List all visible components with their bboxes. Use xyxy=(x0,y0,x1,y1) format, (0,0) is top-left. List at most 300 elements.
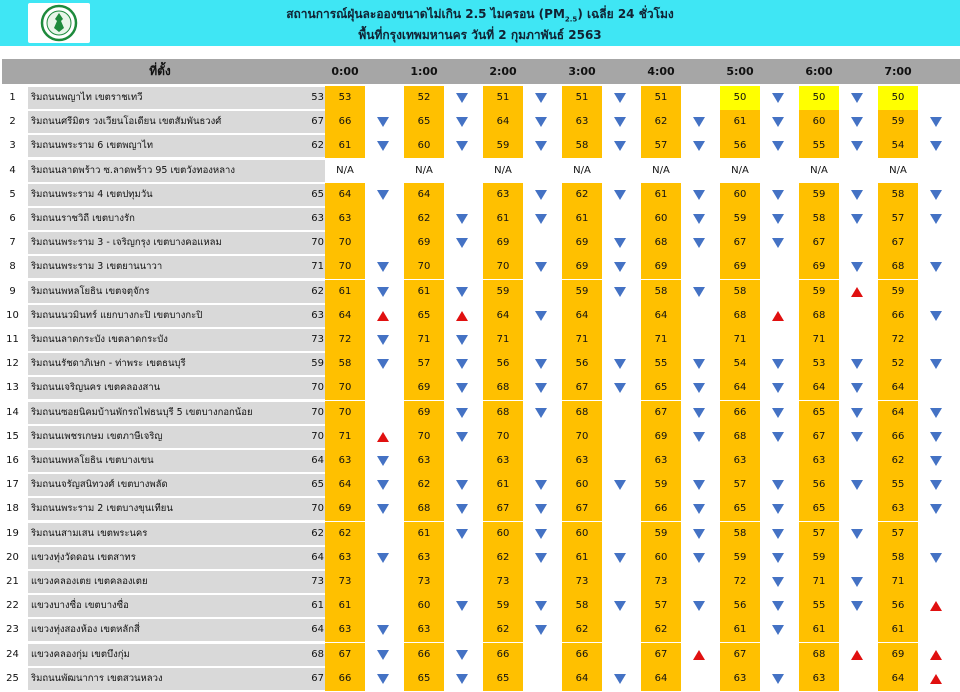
pm25-value-cell: 62 xyxy=(404,473,444,497)
pm25-value-cell: 66 xyxy=(878,304,918,328)
pm25-value-cell: 64 xyxy=(325,473,365,497)
trend-down-icon xyxy=(377,262,389,272)
column-header-time: 1:00 xyxy=(410,65,438,78)
pm25-value-cell: 71 xyxy=(641,328,681,352)
table-row xyxy=(0,473,960,497)
pm25-value-cell: 63 xyxy=(483,183,523,207)
pm25-value-cell: 64 xyxy=(404,183,444,207)
pm25-value-cell: 54 xyxy=(878,134,918,158)
trend-down-icon xyxy=(851,577,863,587)
pm25-value-cell: 68 xyxy=(799,304,839,328)
pm25-value-cell: 70 xyxy=(325,255,365,279)
table-row xyxy=(0,134,960,158)
trend-down-icon xyxy=(772,529,784,539)
pm25-value-cell: 59 xyxy=(641,522,681,546)
station-name: แขวงทุ่งสองห้อง เขตหลักสี่ xyxy=(31,624,140,636)
trend-down-icon xyxy=(851,359,863,369)
pm25-value-cell: 62 xyxy=(404,207,444,231)
trend-up-icon xyxy=(930,674,942,684)
pm25-value-cell: 64 xyxy=(562,304,602,328)
station-baseline-value: 62 xyxy=(311,140,324,152)
pm25-value-cell: 58 xyxy=(720,522,760,546)
station-name: ริมถนนพระราม 3 - เจริญกรุง เขตบางคอแหลม xyxy=(31,237,222,249)
pm25-value-cell: 63 xyxy=(325,207,365,231)
table-row xyxy=(0,594,960,618)
trend-down-icon xyxy=(693,408,705,418)
pm25-value-cell: 59 xyxy=(878,280,918,304)
station-number: 16 xyxy=(6,455,19,466)
pm25-value-cell: 65 xyxy=(799,497,839,521)
trend-down-icon xyxy=(772,553,784,563)
station-baseline-value: 70 xyxy=(311,237,324,249)
pm25-value-cell: 71 xyxy=(562,328,602,352)
trend-down-icon xyxy=(693,141,705,151)
table-row xyxy=(0,255,960,279)
pm25-value-cell: 61 xyxy=(404,280,444,304)
table-row xyxy=(0,231,960,255)
pm25-value-cell: 50 xyxy=(720,86,760,110)
station-baseline-value: 68 xyxy=(311,648,324,660)
pm25-value-cell: 65 xyxy=(483,667,523,691)
trend-down-icon xyxy=(456,141,468,151)
pm25-value-cell: 57 xyxy=(878,522,918,546)
table-row xyxy=(0,376,960,400)
table-row xyxy=(0,304,960,328)
trend-down-icon xyxy=(772,214,784,224)
table-row xyxy=(0,497,960,521)
trend-down-icon xyxy=(930,262,942,272)
pm25-value-cell: 58 xyxy=(720,280,760,304)
station-name: แขวงคลองกุ่ม เขตบึงกุ่ม xyxy=(31,648,130,660)
pm25-value-cell: 65 xyxy=(404,667,444,691)
table-row xyxy=(0,667,960,691)
pm25-value-cell: 68 xyxy=(483,401,523,425)
station-number: 18 xyxy=(6,503,19,515)
trend-down-icon xyxy=(456,650,468,660)
pm25-value-cell: 57 xyxy=(641,134,681,158)
pm25-value-cell: 62 xyxy=(562,618,602,642)
trend-down-icon xyxy=(377,359,389,369)
trend-down-icon xyxy=(535,553,547,563)
pm25-value-cell: 59 xyxy=(720,207,760,231)
station-name: ริมถนนพัฒนาการ เขตสวนหลวง xyxy=(31,672,163,684)
trend-down-icon xyxy=(930,456,942,466)
column-header-time: 0:00 xyxy=(331,65,359,78)
table-row xyxy=(0,618,960,642)
column-header-time: 5:00 xyxy=(726,65,754,78)
trend-down-icon xyxy=(377,480,389,490)
pm25-value-cell: 71 xyxy=(720,328,760,352)
trend-up-icon xyxy=(456,311,468,321)
pm25-value-cell: 62 xyxy=(325,522,365,546)
station-number: 10 xyxy=(6,309,19,321)
pm25-value-cell: 72 xyxy=(325,328,365,352)
trend-down-icon xyxy=(377,456,389,466)
trend-down-icon xyxy=(614,383,626,393)
pm25-value-cell: 73 xyxy=(483,570,523,594)
pm25-value-cell: 56 xyxy=(799,473,839,497)
trend-down-icon xyxy=(456,359,468,369)
pm25-value-cell: 60 xyxy=(483,522,523,546)
station-number: 5 xyxy=(9,188,16,200)
pm25-value-cell: 63 xyxy=(325,618,365,642)
pm25-value-cell: 62 xyxy=(562,183,602,207)
trend-down-icon xyxy=(456,214,468,224)
pm25-value-cell: N/A xyxy=(641,159,681,183)
trend-down-icon xyxy=(456,117,468,127)
trend-down-icon xyxy=(851,214,863,224)
trend-down-icon xyxy=(456,480,468,490)
trend-down-icon xyxy=(772,625,784,635)
trend-down-icon xyxy=(930,190,942,200)
station-name: ริมถนนจรัญสนิทวงศ์ เขตบางพลัด xyxy=(31,479,168,491)
station-baseline-value: 67 xyxy=(311,672,324,684)
pm25-value-cell: 66 xyxy=(404,643,444,667)
station-name: ริมถนนพระราม 4 เขตปทุมวัน xyxy=(31,188,153,200)
table-row xyxy=(0,546,960,570)
pm25-value-cell: 59 xyxy=(799,546,839,570)
trend-down-icon xyxy=(456,383,468,393)
trend-down-icon xyxy=(772,577,784,587)
station-name: ริมถนนพหลโยธิน เขตบางเขน xyxy=(31,455,154,466)
pm25-value-cell: 66 xyxy=(641,497,681,521)
pm25-value-cell: 59 xyxy=(720,546,760,570)
table-row xyxy=(0,570,960,594)
pm25-value-cell: 71 xyxy=(483,328,523,352)
trend-down-icon xyxy=(772,383,784,393)
trend-down-icon xyxy=(851,262,863,272)
table-row xyxy=(0,328,960,352)
pm25-value-cell: 61 xyxy=(325,280,365,304)
pm25-value-cell: 58 xyxy=(641,280,681,304)
pm25-value-cell: 64 xyxy=(878,401,918,425)
pm25-value-cell: 56 xyxy=(720,134,760,158)
pm25-value-cell: 61 xyxy=(878,618,918,642)
trend-down-icon xyxy=(930,141,942,151)
pm25-value-cell: 61 xyxy=(641,183,681,207)
station-name: ริมถนนเจริญนคร เขตคลองสาน xyxy=(31,382,161,394)
pm25-value-cell: 61 xyxy=(562,207,602,231)
pm25-value-cell: 63 xyxy=(404,449,444,473)
trend-down-icon xyxy=(772,190,784,200)
pm25-value-cell: 66 xyxy=(878,425,918,449)
trend-down-icon xyxy=(851,93,863,103)
pm25-value-cell: 65 xyxy=(720,497,760,521)
trend-down-icon xyxy=(535,408,547,418)
pm25-value-cell: N/A xyxy=(799,159,839,183)
trend-down-icon xyxy=(377,141,389,151)
trend-down-icon xyxy=(535,311,547,321)
pm25-value-cell: 67 xyxy=(641,643,681,667)
pm25-value-cell: 63 xyxy=(720,449,760,473)
trend-down-icon xyxy=(456,287,468,297)
pm25-value-cell: 62 xyxy=(483,546,523,570)
trend-down-icon xyxy=(772,359,784,369)
station-baseline-value: 70 xyxy=(311,382,324,394)
pm25-value-cell: 63 xyxy=(799,667,839,691)
station-name: ริมถนนเพชรเกษม เขตภาษีเจริญ xyxy=(31,430,163,442)
pm25-value-cell: 60 xyxy=(562,473,602,497)
trend-down-icon xyxy=(772,238,784,248)
station-number: 3 xyxy=(9,140,16,152)
pm25-value-cell: 64 xyxy=(641,667,681,691)
pm25-value-cell: 66 xyxy=(720,401,760,425)
trend-down-icon xyxy=(535,529,547,539)
pm25-value-cell: 70 xyxy=(404,255,444,279)
pm25-value-cell: N/A xyxy=(878,159,918,183)
trend-down-icon xyxy=(693,190,705,200)
pm25-value-cell: 69 xyxy=(720,255,760,279)
pm25-value-cell: 69 xyxy=(325,497,365,521)
trend-down-icon xyxy=(535,625,547,635)
pm25-value-cell: 73 xyxy=(562,570,602,594)
station-name: ริมถนนลาดพร้าว ซ.ลาดพร้าว 95 เขตวังทองหลาง xyxy=(31,164,235,176)
trend-down-icon xyxy=(456,601,468,611)
trend-down-icon xyxy=(456,93,468,103)
station-name: ริมถนนราชวิถี เขตบางรัก xyxy=(31,213,135,224)
pm25-value-cell: 58 xyxy=(878,183,918,207)
trend-down-icon xyxy=(614,117,626,127)
pm25-value-cell: 59 xyxy=(799,280,839,304)
column-header-time: 4:00 xyxy=(647,65,675,78)
trend-down-icon xyxy=(377,553,389,563)
pm25-value-cell: 60 xyxy=(562,522,602,546)
trend-down-icon xyxy=(930,117,942,127)
pm25-value-cell: 57 xyxy=(799,522,839,546)
trend-down-icon xyxy=(851,408,863,418)
station-number: 1 xyxy=(9,92,16,103)
trend-down-icon xyxy=(693,287,705,297)
pm25-value-cell: 66 xyxy=(562,643,602,667)
pm25-value-cell: 51 xyxy=(562,86,602,110)
pm25-value-cell: 68 xyxy=(641,231,681,255)
trend-down-icon xyxy=(535,359,547,369)
table-row xyxy=(0,401,960,425)
station-baseline-value: 70 xyxy=(311,503,324,515)
pm25-value-cell: 69 xyxy=(483,231,523,255)
trend-down-icon xyxy=(535,214,547,224)
station-baseline-value: 53 xyxy=(311,92,324,103)
trend-down-icon xyxy=(930,359,942,369)
trend-down-icon xyxy=(930,214,942,224)
pm25-value-cell: 62 xyxy=(483,618,523,642)
column-header-time: 6:00 xyxy=(805,65,833,78)
trend-down-icon xyxy=(377,335,389,345)
pm25-value-cell: 67 xyxy=(483,497,523,521)
trend-down-icon xyxy=(772,601,784,611)
pm25-value-cell: 69 xyxy=(641,255,681,279)
pm25-value-cell: 69 xyxy=(562,231,602,255)
station-name: ริมถนนพญาไท เขตราชเทวี xyxy=(31,92,143,103)
pm25-value-cell: 57 xyxy=(641,594,681,618)
pm25-value-cell: 69 xyxy=(799,255,839,279)
pm25-value-cell: 61 xyxy=(325,134,365,158)
trend-down-icon xyxy=(377,287,389,297)
trend-down-icon xyxy=(772,408,784,418)
trend-down-icon xyxy=(772,93,784,103)
pm25-value-cell: 67 xyxy=(799,231,839,255)
pm25-value-cell: N/A xyxy=(404,159,444,183)
pm25-value-cell: 60 xyxy=(799,110,839,134)
pm25-value-cell: 59 xyxy=(799,183,839,207)
station-baseline-value: 64 xyxy=(311,624,324,636)
pm25-value-cell: 71 xyxy=(325,425,365,449)
station-baseline-value: 59 xyxy=(311,358,324,370)
trend-down-icon xyxy=(456,238,468,248)
pm25-value-cell: 52 xyxy=(404,86,444,110)
trend-down-icon xyxy=(693,480,705,490)
column-header-time: 2:00 xyxy=(489,65,517,78)
station-name: ริมถนนพระราม 2 เขตบางขุนเทียน xyxy=(31,503,173,515)
station-number: 4 xyxy=(9,164,16,176)
station-name: ริมถนนนวมินทร์ แยกบางกะปิ เขตบางกะปิ xyxy=(31,309,203,321)
station-baseline-value: 70 xyxy=(311,406,324,418)
pm25-value-cell: 71 xyxy=(878,570,918,594)
trend-down-icon xyxy=(772,117,784,127)
pm25-value-cell: 69 xyxy=(404,231,444,255)
trend-down-icon xyxy=(693,601,705,611)
pm25-value-cell: 50 xyxy=(799,86,839,110)
pm25-value-cell: 67 xyxy=(562,497,602,521)
trend-down-icon xyxy=(614,359,626,369)
pm25-value-cell: 52 xyxy=(878,352,918,376)
station-name: แขวงคลองเตย เขตคลองเตย xyxy=(31,576,148,587)
pm25-value-cell: 69 xyxy=(641,425,681,449)
pm25-value-cell: 69 xyxy=(404,401,444,425)
pm25-value-cell: 61 xyxy=(720,618,760,642)
pm25-value-cell: 68 xyxy=(878,255,918,279)
pm25-value-cell: 64 xyxy=(878,376,918,400)
station-number: 7 xyxy=(9,237,16,249)
trend-down-icon xyxy=(930,553,942,563)
pm25-value-cell: 58 xyxy=(878,546,918,570)
pm25-value-cell: 60 xyxy=(720,183,760,207)
pm25-value-cell: N/A xyxy=(325,159,365,183)
station-number: 19 xyxy=(6,527,19,539)
station-number: 22 xyxy=(6,600,19,612)
pm25-value-cell: 63 xyxy=(562,110,602,134)
pm25-value-cell: 70 xyxy=(483,425,523,449)
station-baseline-value xyxy=(300,159,324,183)
trend-down-icon xyxy=(693,432,705,442)
trend-down-icon xyxy=(851,529,863,539)
trend-up-icon xyxy=(377,311,389,321)
trend-down-icon xyxy=(851,601,863,611)
pm25-value-cell: 66 xyxy=(325,667,365,691)
trend-down-icon xyxy=(535,117,547,127)
pm25-value-cell: 68 xyxy=(720,304,760,328)
pm25-value-cell: 65 xyxy=(404,110,444,134)
station-name: ริมถนนพระราม 3 เขตยานนาวา xyxy=(31,261,163,273)
trend-down-icon xyxy=(614,674,626,684)
trend-down-icon xyxy=(693,383,705,393)
pm25-value-cell: 55 xyxy=(878,473,918,497)
trend-up-icon xyxy=(930,650,942,660)
trend-down-icon xyxy=(772,504,784,514)
pm25-value-cell: 68 xyxy=(404,497,444,521)
station-number: 12 xyxy=(6,358,19,370)
pm25-value-cell: 67 xyxy=(720,643,760,667)
pm25-value-cell: 65 xyxy=(404,304,444,328)
trend-down-icon xyxy=(772,674,784,684)
pm25-value-cell: 63 xyxy=(404,546,444,570)
pm25-value-cell: 72 xyxy=(878,328,918,352)
station-name: แขวงทุ่งวัดดอน เขตสาทร xyxy=(31,551,136,563)
trend-down-icon xyxy=(456,674,468,684)
pm25-value-cell: 59 xyxy=(483,594,523,618)
pm25-value-cell: 67 xyxy=(720,231,760,255)
pm25-value-cell: 71 xyxy=(404,328,444,352)
pm25-value-cell: 64 xyxy=(641,304,681,328)
station-number: 14 xyxy=(6,406,19,418)
station-baseline-value: 71 xyxy=(311,261,324,273)
station-number: 2 xyxy=(9,116,16,128)
pm25-value-cell: 61 xyxy=(483,207,523,231)
pm25-value-cell: 59 xyxy=(878,110,918,134)
column-header-row xyxy=(2,59,960,84)
table-row xyxy=(0,183,960,207)
trend-down-icon xyxy=(772,141,784,151)
pm25-value-cell: 59 xyxy=(641,473,681,497)
table-row xyxy=(0,159,960,183)
pm25-value-cell: 55 xyxy=(641,352,681,376)
header-banner xyxy=(0,0,960,46)
trend-down-icon xyxy=(930,311,942,321)
station-number: 8 xyxy=(9,261,16,273)
trend-down-icon xyxy=(377,625,389,635)
station-baseline-value: 64 xyxy=(311,455,324,466)
pm25-value-cell: 53 xyxy=(325,86,365,110)
trend-down-icon xyxy=(930,408,942,418)
station-baseline-value: 63 xyxy=(311,213,324,224)
pm25-value-cell: 67 xyxy=(641,401,681,425)
pm25-value-cell: 63 xyxy=(562,449,602,473)
table-row xyxy=(0,352,960,376)
trend-down-icon xyxy=(456,504,468,514)
pm25-value-cell: 56 xyxy=(878,594,918,618)
pm25-value-cell: N/A xyxy=(720,159,760,183)
trend-down-icon xyxy=(456,408,468,418)
station-number: 21 xyxy=(6,576,19,587)
trend-up-icon xyxy=(693,650,705,660)
pm25-value-cell: 64 xyxy=(325,183,365,207)
column-header-time: 7:00 xyxy=(884,65,912,78)
trend-down-icon xyxy=(456,529,468,539)
station-baseline-value: 73 xyxy=(311,334,324,345)
pm25-value-cell: 68 xyxy=(799,643,839,667)
station-baseline-value: 67 xyxy=(311,116,324,128)
pm25-value-cell: 64 xyxy=(562,667,602,691)
pm25-value-cell: 50 xyxy=(878,86,918,110)
pm25-value-cell: 62 xyxy=(641,618,681,642)
station-number: 9 xyxy=(9,285,16,297)
station-name: ริมถนนศรีมิตร วงเวียนโอเดียน เขตสัมพันธวงศ์ xyxy=(31,116,222,128)
trend-down-icon xyxy=(693,238,705,248)
station-baseline-value: 63 xyxy=(311,309,324,321)
pm25-value-cell: 62 xyxy=(878,449,918,473)
pm25-value-cell: 61 xyxy=(720,110,760,134)
pm25-value-cell: 63 xyxy=(720,667,760,691)
table-row xyxy=(0,207,960,231)
pm25-value-cell: 67 xyxy=(562,376,602,400)
pm25-value-cell: 63 xyxy=(325,546,365,570)
pm25-value-cell: 63 xyxy=(799,449,839,473)
pm25-value-cell: 66 xyxy=(483,643,523,667)
trend-down-icon xyxy=(614,93,626,103)
station-name: ริมถนนพระราม 6 เขตพญาไท xyxy=(31,140,153,152)
pm25-value-cell: 60 xyxy=(641,207,681,231)
pm25-value-cell: 63 xyxy=(483,449,523,473)
